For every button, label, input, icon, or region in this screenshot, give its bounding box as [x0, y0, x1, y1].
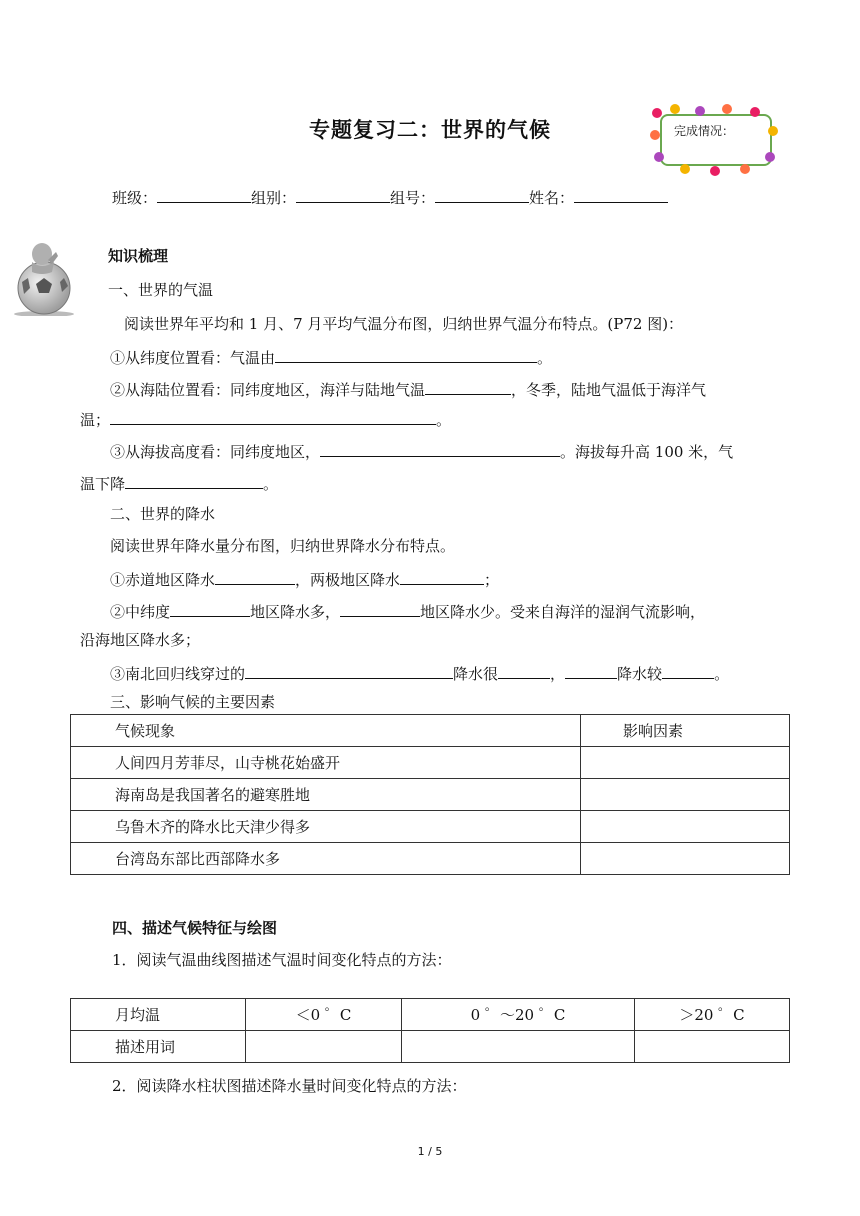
s2-item3-blank4[interactable]	[662, 662, 714, 679]
flower-icon	[740, 164, 750, 174]
table-row	[71, 843, 790, 875]
s2-item2-mid: 地区降水多，	[250, 603, 341, 621]
factor-cell[interactable]	[581, 843, 790, 875]
s1-item2-cont	[80, 408, 451, 430]
temp-range-cell: ＞20 ゜C	[635, 999, 790, 1031]
group-field[interactable]	[296, 186, 390, 203]
name-label: 姓名：	[529, 189, 575, 207]
s4-title: 四、描述气候特征与绘图	[112, 919, 278, 937]
flower-icon	[654, 152, 664, 162]
s1-item1-text: ①从纬度位置看：气温由	[110, 349, 276, 367]
s1-item2-cont-text: 温；	[80, 411, 111, 429]
flower-icon	[765, 152, 775, 162]
s2-item2-text: ②中纬度	[110, 603, 171, 621]
s2-intro: 阅读世界年降水量分布图，归纳世界降水分布特点。	[110, 537, 456, 555]
s2-item3	[110, 662, 729, 684]
s1-item1	[110, 346, 552, 368]
factor-cell[interactable]	[581, 747, 790, 779]
number-label: 组号：	[390, 189, 436, 207]
s2-item3-blank2[interactable]	[498, 662, 550, 679]
s1-item2-blank[interactable]	[425, 378, 511, 395]
phenomenon-cell: 台湾岛东部比西部降水多	[71, 843, 581, 875]
group-label: 组别：	[251, 189, 297, 207]
s2-item3-d: 降水较	[617, 665, 663, 683]
climate-factors-table	[70, 714, 790, 875]
s3-title: 三、影响气候的主要因素	[110, 693, 276, 711]
s2-item3-end: 。	[714, 665, 730, 683]
s4-item1: 1．阅读气温曲线图描述气温时间变化特点的方法：	[112, 951, 452, 969]
s2-item1	[110, 568, 499, 590]
desc-label-cell: 描述用词	[71, 1031, 246, 1063]
flower-icon	[695, 106, 705, 116]
temp-range-cell: 0 ゜～20 ゜C	[402, 999, 635, 1031]
page-number: 1 / 5	[417, 1145, 443, 1158]
s1-item3-blank2[interactable]	[125, 472, 263, 489]
desc-cell[interactable]	[246, 1031, 402, 1063]
s1-title: 一、世界的气温	[108, 281, 214, 299]
flower-icon	[722, 104, 732, 114]
s2-title: 二、世界的降水	[110, 505, 216, 523]
flower-icon	[652, 108, 662, 118]
factor-cell[interactable]	[581, 811, 790, 843]
number-field[interactable]	[435, 186, 529, 203]
s2-item1-end: ；	[484, 571, 500, 589]
s2-item1-blank2[interactable]	[400, 568, 484, 585]
s2-item1-text: ①赤道地区降水	[110, 571, 216, 589]
temperature-terms-table	[70, 998, 790, 1063]
factor-cell[interactable]	[581, 779, 790, 811]
table-row	[71, 811, 790, 843]
flower-icon	[710, 166, 720, 176]
s2-item1-mid: ，两极地区降水	[295, 571, 401, 589]
page-title: 专题复习二：世界的气候	[309, 118, 551, 142]
s1-item2-mid: ，冬季，陆地气温低于海洋气	[511, 381, 707, 399]
s2-item2-blank2[interactable]	[340, 600, 420, 617]
badge-label: 完成情况：	[674, 124, 735, 138]
s1-item1-blank[interactable]	[275, 346, 537, 363]
flower-icon	[650, 130, 660, 140]
s1-item3-blank[interactable]	[320, 440, 560, 457]
s2-item2-blank1[interactable]	[170, 600, 250, 617]
s1-item3-mid: 。海拔每升高 100 米，气	[560, 443, 734, 461]
table-header-row	[71, 715, 790, 747]
s1-item3-text: ③从海拔高度看：同纬度地区，	[110, 443, 321, 461]
phenomenon-cell: 海南岛是我国著名的避寒胜地	[71, 779, 581, 811]
s1-intro: 阅读世界年平均和 1 月、7 月平均气温分布图，归纳世界气温分布特点。(P72 图)：	[124, 315, 684, 333]
s2-item3-text: ③南北回归线穿过的	[110, 665, 246, 683]
s2-item1-blank1[interactable]	[215, 568, 295, 585]
class-field[interactable]	[157, 186, 251, 203]
desc-cell[interactable]	[635, 1031, 790, 1063]
flower-icon	[750, 107, 760, 117]
s2-item2	[110, 600, 705, 622]
table-row	[71, 747, 790, 779]
student-info-row	[112, 186, 668, 208]
section-heading: 知识梳理	[108, 247, 169, 265]
header-factor: 影响因素	[581, 715, 790, 747]
s1-item2-text: ②从海陆位置看：同纬度地区，海洋与陆地气温	[110, 381, 426, 399]
table-row	[71, 999, 790, 1031]
completion-badge	[650, 102, 780, 176]
flower-icon	[680, 164, 690, 174]
s1-item3-cont-text: 温下降	[80, 475, 126, 493]
s2-item3-blank3[interactable]	[565, 662, 617, 679]
flower-icon	[670, 104, 680, 114]
header-phenomenon: 气候现象	[71, 715, 581, 747]
s1-item2	[110, 378, 706, 400]
table-row	[71, 1031, 790, 1063]
thinker-on-ball-icon	[8, 232, 80, 316]
table-row	[71, 779, 790, 811]
phenomenon-cell: 乌鲁木齐的降水比天津少得多	[71, 811, 581, 843]
s2-item3-blank1[interactable]	[245, 662, 453, 679]
class-label: 班级：	[112, 189, 158, 207]
s1-item2-end: 。	[436, 411, 452, 429]
s2-item2-cont: 沿海地区降水多；	[80, 631, 201, 649]
temp-range-cell: ＜0 ゜C	[246, 999, 402, 1031]
s2-item2-end: 地区降水少。受来自海洋的湿润气流影响，	[420, 603, 706, 621]
s4-item2: 2．阅读降水柱状图描述降水量时间变化特点的方法：	[112, 1077, 467, 1095]
s2-item3-b: 降水很	[453, 665, 499, 683]
phenomenon-cell: 人间四月芳菲尽，山寺桃花始盛开	[71, 747, 581, 779]
s1-item1-end: 。	[537, 349, 553, 367]
s1-item3	[110, 440, 733, 462]
s2-item3-c: ，	[550, 665, 566, 683]
desc-cell[interactable]	[402, 1031, 635, 1063]
temp-label-cell: 月均温	[71, 999, 246, 1031]
s1-item3-cont	[80, 472, 278, 494]
flower-icon	[768, 126, 778, 136]
name-field[interactable]	[574, 186, 668, 203]
s1-item2-blank2[interactable]	[110, 408, 436, 425]
s1-item3-end: 。	[263, 475, 279, 493]
